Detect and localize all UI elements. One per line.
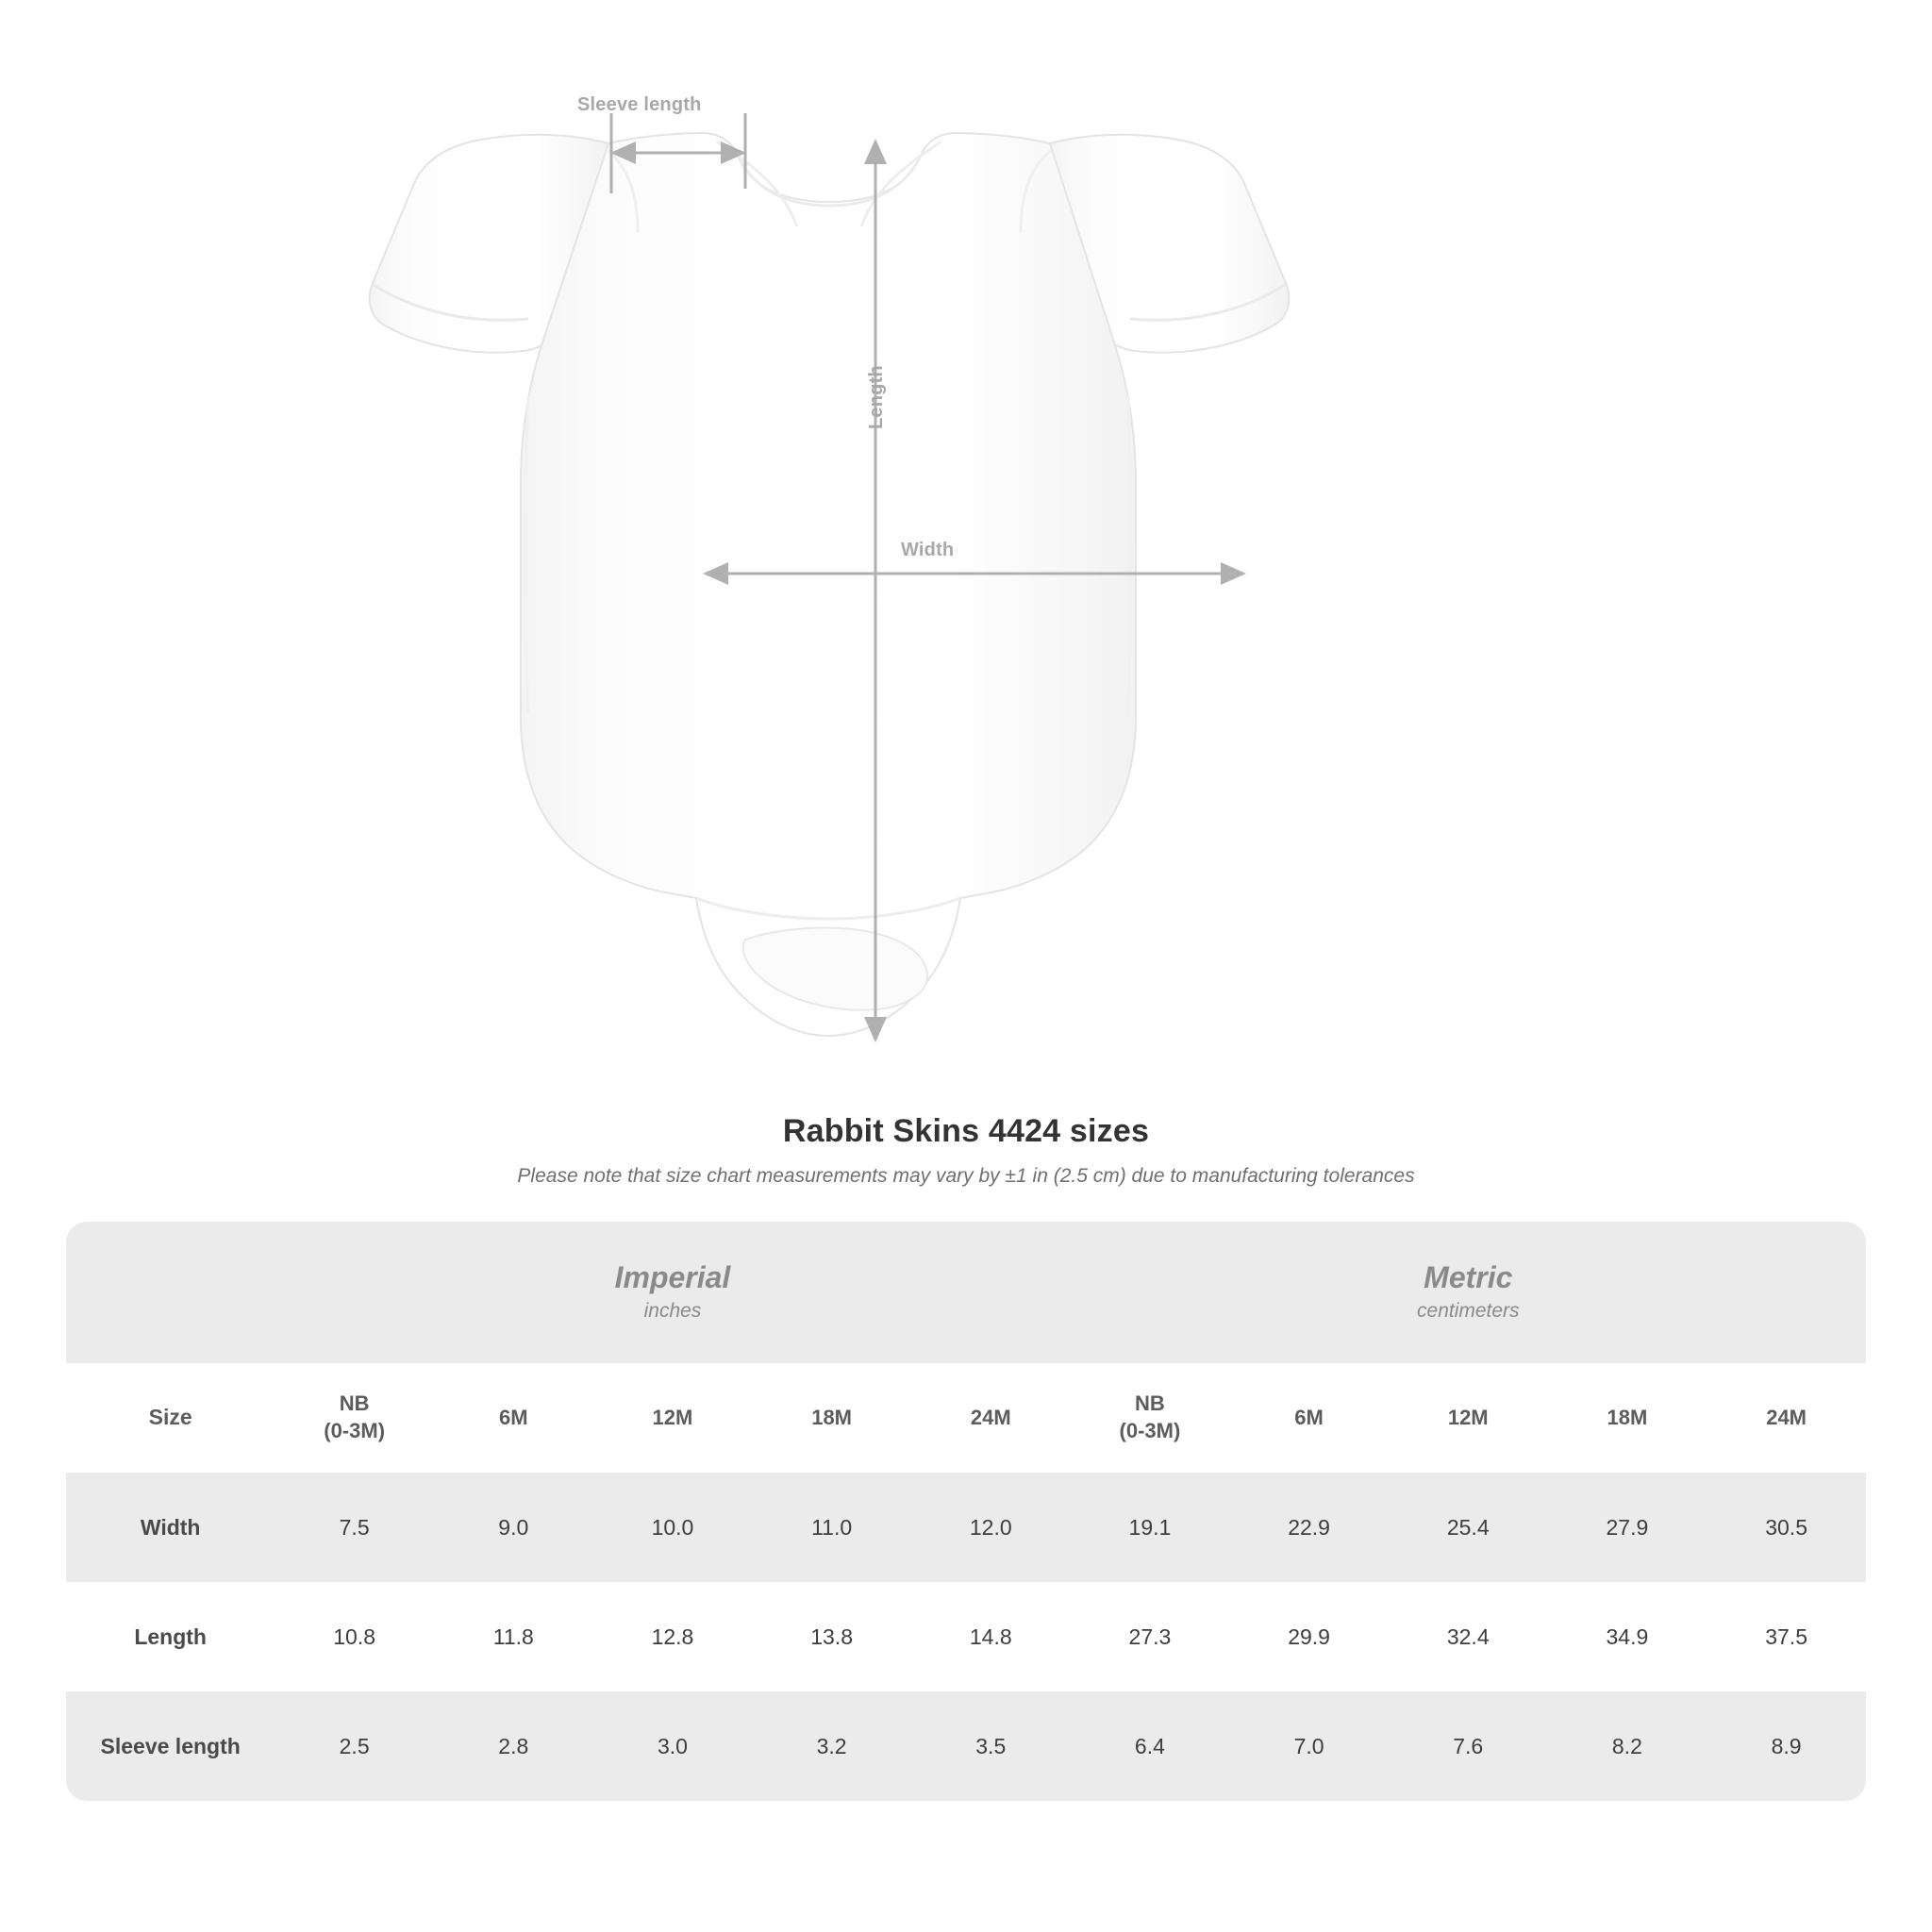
length-guide-label: Length [866,365,887,429]
size-table-container [66,1222,1866,1801]
sleeve-length-guide-label: Sleeve length [577,94,702,115]
tolerance-note: Please note that size chart measurements may vary by ±1 in (2.5 cm) due to manufacturing tolerances [517,1165,1415,1187]
cell-width-5: 19.1 [1071,1473,1230,1582]
unit-group-imperial [275,1222,1070,1363]
header-col-9 [1707,1363,1866,1473]
cell-sleeve-0: 2.5 [275,1691,434,1801]
cell-sleeve-8: 8.2 [1548,1691,1707,1801]
width-guide-label: Width [901,540,955,560]
header-col-0-main: NB [339,1391,370,1416]
cell-length-5: 27.3 [1071,1582,1230,1691]
page-title: Rabbit Skins 4424 sizes [782,1113,1150,1149]
unit-group-imperial-sub: inches [643,1300,702,1323]
row-label-width: Width [66,1473,275,1582]
header-size: Size [66,1363,275,1473]
cell-sleeve-1: 2.8 [434,1691,593,1801]
unit-group-row [66,1222,1866,1363]
header-col-9-main: 24M [1766,1405,1807,1429]
cell-width-8: 27.9 [1548,1473,1707,1582]
size-table [66,1222,1866,1801]
cell-width-3: 11.0 [752,1473,911,1582]
cell-sleeve-4: 3.5 [911,1691,1071,1801]
header-col-6 [1229,1363,1389,1473]
cell-sleeve-2: 3.0 [593,1691,753,1801]
cell-width-2: 10.0 [593,1473,753,1582]
cell-length-8: 34.9 [1548,1582,1707,1691]
header-col-7 [1389,1363,1548,1473]
header-col-8-main: 18M [1607,1405,1648,1429]
header-col-8 [1548,1363,1707,1473]
cell-width-7: 25.4 [1389,1473,1548,1582]
header-col-6-main: 6M [1294,1405,1324,1429]
header-col-3 [752,1363,911,1473]
unit-group-metric-sub: centimeters [1417,1300,1520,1323]
cell-width-4: 12.0 [911,1473,1071,1582]
cell-length-3: 13.8 [752,1582,911,1691]
table-row [66,1691,1866,1801]
cell-sleeve-5: 6.4 [1071,1691,1230,1801]
header-col-5-sub: (0-3M) [1119,1419,1181,1442]
header-col-2 [593,1363,753,1473]
header-col-4 [911,1363,1071,1473]
cell-length-9: 37.5 [1707,1582,1866,1691]
header-col-1-main: 6M [499,1405,528,1429]
cell-sleeve-3: 3.2 [752,1691,911,1801]
header-col-5-main: NB [1135,1391,1165,1416]
table-row [66,1473,1866,1582]
cell-length-7: 32.4 [1389,1582,1548,1691]
cell-length-0: 10.8 [275,1582,434,1691]
cell-length-6: 29.9 [1229,1582,1389,1691]
cell-length-1: 11.8 [434,1582,593,1691]
unit-group-metric [1071,1222,1866,1363]
header-col-7-main: 12M [1447,1405,1489,1429]
cell-sleeve-7: 7.6 [1389,1691,1548,1801]
header-col-2-main: 12M [652,1405,693,1429]
title-block [0,1113,1932,1188]
table-row [66,1582,1866,1691]
row-label-sleeve-length: Sleeve length [66,1691,275,1801]
unit-group-imperial-name: Imperial [614,1260,731,1295]
unit-group-metric-name: Metric [1424,1260,1513,1295]
cell-width-9: 30.5 [1707,1473,1866,1582]
unit-spacer [66,1222,275,1363]
header-col-3-main: 18M [811,1405,852,1429]
bodysuit-shape [370,132,1290,1036]
cell-sleeve-6: 7.0 [1229,1691,1389,1801]
column-header-row [66,1363,1866,1473]
cell-length-4: 14.8 [911,1582,1071,1691]
cell-width-6: 22.9 [1229,1473,1389,1582]
header-col-0 [275,1363,434,1473]
header-col-4-main: 24M [970,1405,1011,1429]
header-col-1 [434,1363,593,1473]
header-col-0-sub: (0-3M) [324,1419,386,1442]
header-col-5 [1071,1363,1230,1473]
cell-width-1: 9.0 [434,1473,593,1582]
cell-width-0: 7.5 [275,1473,434,1582]
cell-sleeve-9: 8.9 [1707,1691,1866,1801]
row-label-length: Length [66,1582,275,1691]
cell-length-2: 12.8 [593,1582,753,1691]
